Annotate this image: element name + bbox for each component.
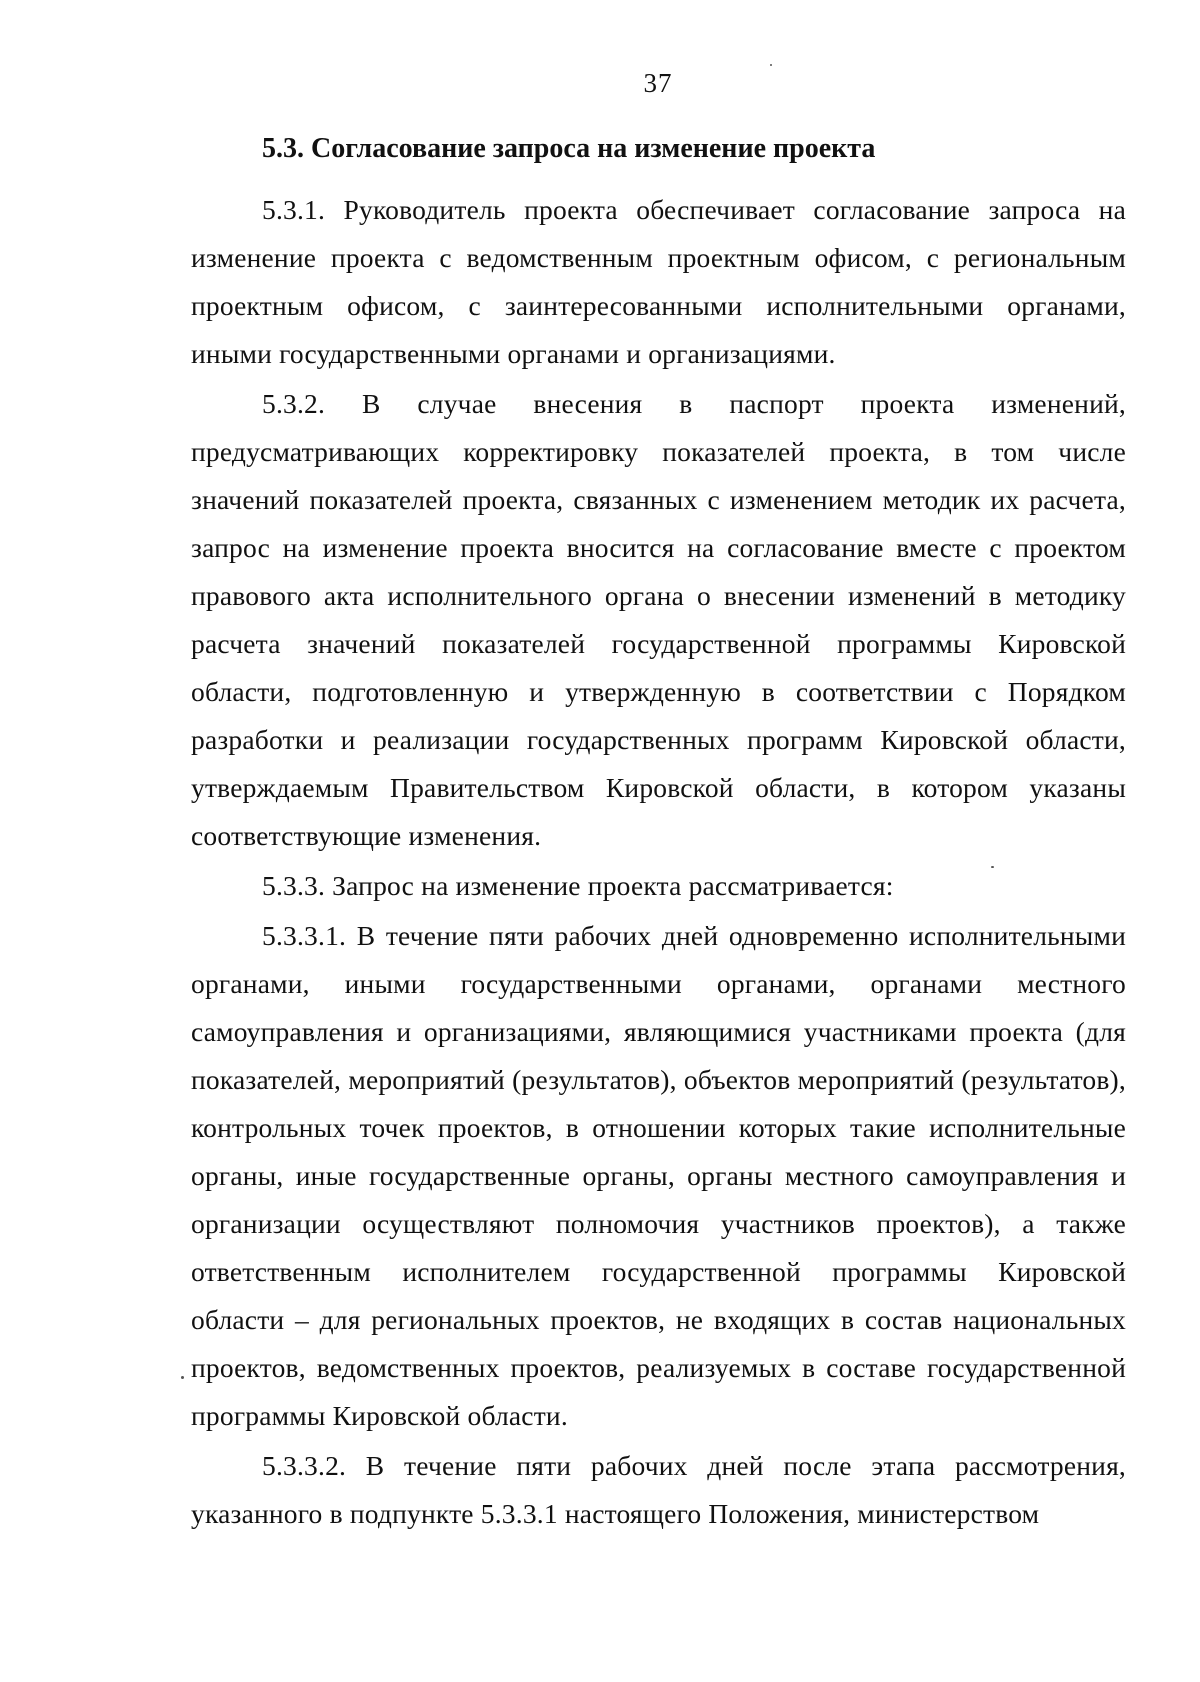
section-heading: 5.3. Согласование запроса на изменение проекта <box>262 133 876 164</box>
scan-speck <box>181 1376 184 1379</box>
paragraph-5-3-3-1: 5.3.3.1. В течение пяти рабочих дней одновременно исполнительными органами, иными государственными органами, органами местного самоуправления и организациями, являющимися участниками проекта (для показателей, мероприятий (результатов), объектов мероприятий (результатов), контрольных точек проектов, в отношении которых такие исполнительные органы, иные государственные органы, органы местного самоуправления и организации осуществляют полномочия участников проектов), а также ответственным исполнителем государственной программы Кировской области – для региональных проектов, не входящих в состав национальных проектов, ведомственных проектов, реализуемых в составе государственной программы Кировской области. <box>191 920 1126 1431</box>
scan-speck <box>770 64 772 66</box>
paragraph-5-3-3: 5.3.3. Запрос на изменение проекта рассматривается: <box>262 870 894 901</box>
paragraph-5-3-3-2: 5.3.3.2. В течение пяти рабочих дней после этапа рассмотрения, указанного в подпункте 5.3.3.1 настоящего Положения, министерством <box>191 1450 1126 1529</box>
section-body <box>191 125 1126 1538</box>
paragraph-5-3-1: 5.3.1. Руководитель проекта обеспечивает согласование запроса на изменение проекта с ведомственным проектным офисом, с региональным проектным офисом, с заинтересованными исполнительными органами, иными государственными органами и организациями. <box>191 194 1126 369</box>
page-number: 37 <box>643 68 673 98</box>
paragraph-5-3-2: 5.3.2. В случае внесения в паспорт проекта изменений, предусматривающих корректировку показателей проекта, в том числе значений показателей проекта, связанных с изменением методик их расчета, запрос на изменение проекта вносится на согласование вместе с проектом правового акта исполнительного органа о внесении изменений в методику расчета значений показателей государственной программы Кировской области, подготовленную и утвержденную в соответствии с Порядком разработки и реализации государственных программ Кировской области, утверждаемым Правительством Кировской области, в котором указаны соответствующие изменения. <box>191 388 1126 851</box>
scan-speck <box>991 866 994 868</box>
